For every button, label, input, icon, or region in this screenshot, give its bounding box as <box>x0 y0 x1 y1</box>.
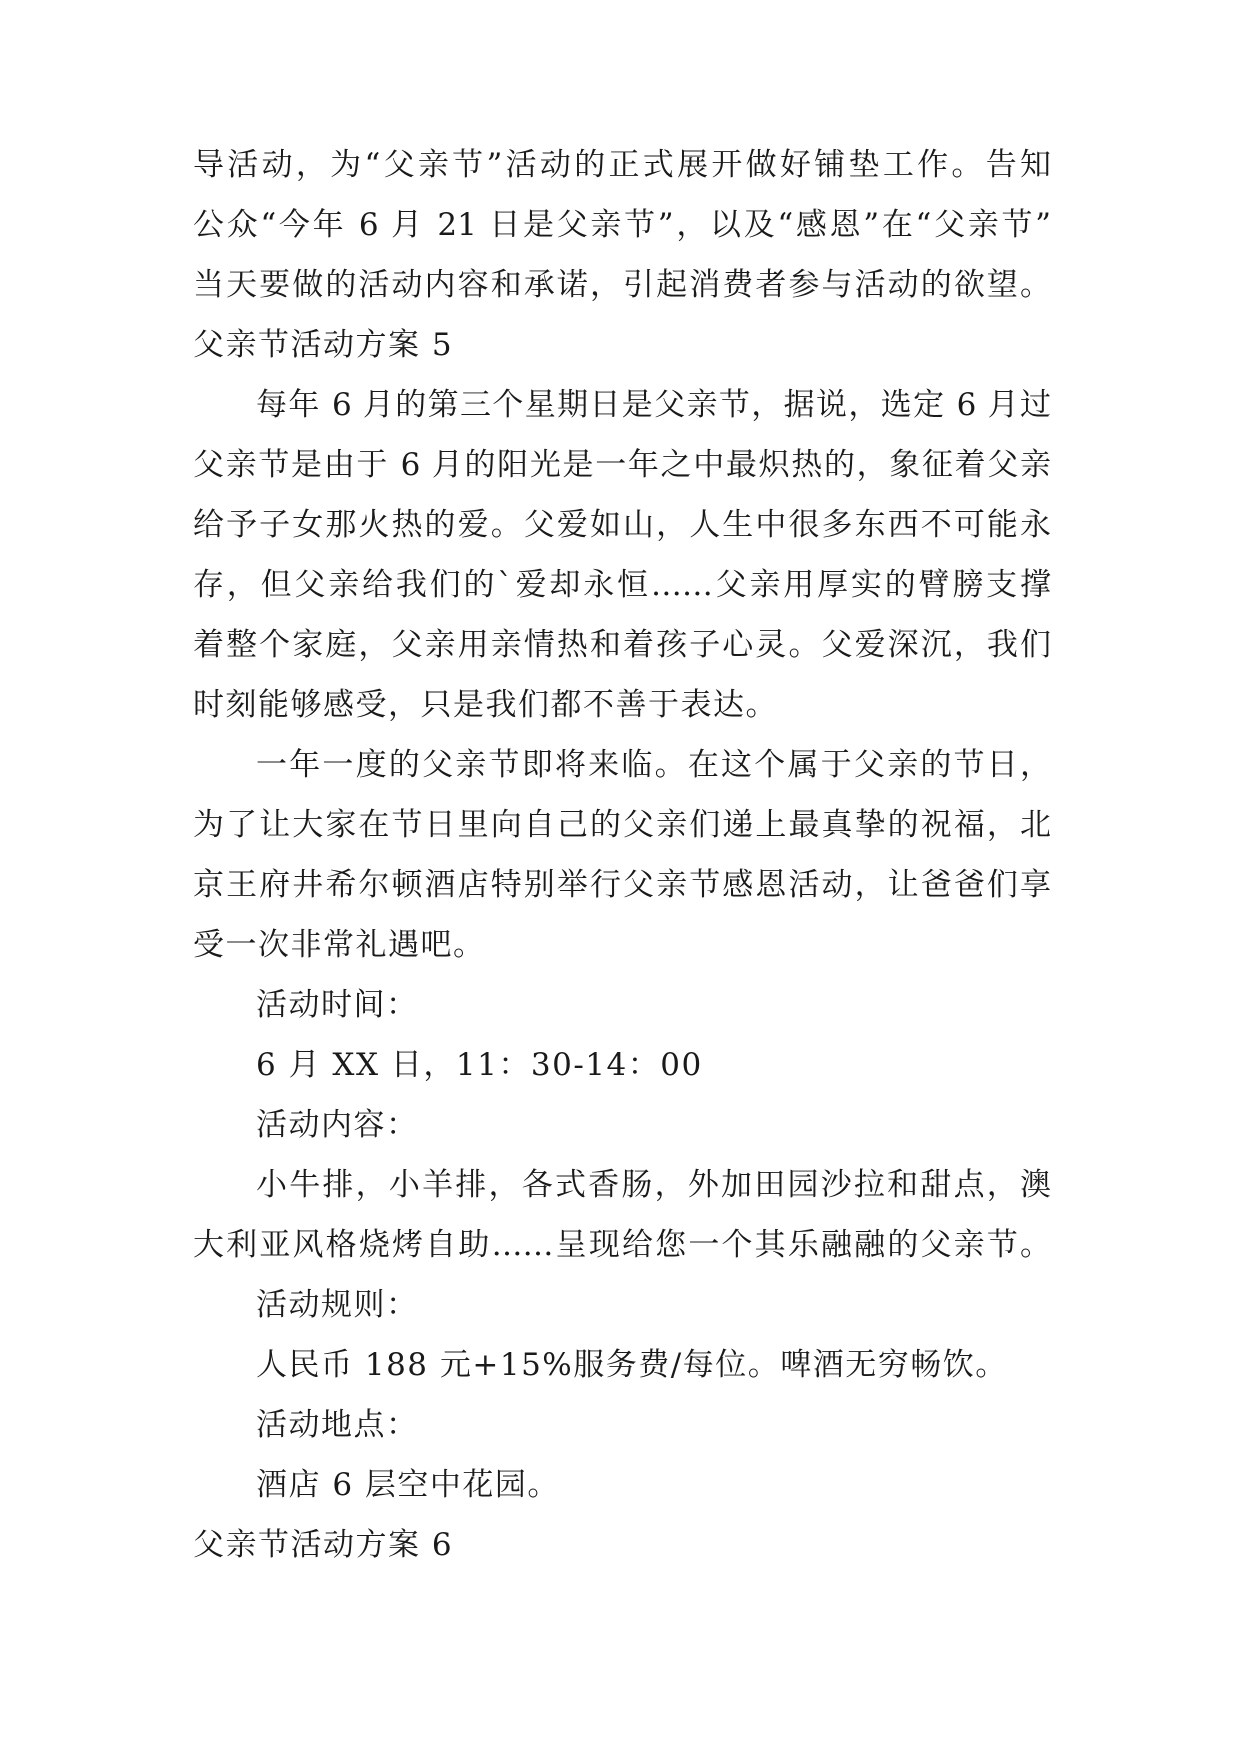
section-heading: 父亲节活动方案 6 <box>193 1527 454 1563</box>
paragraph-line: 父亲节是由于 6 月的阳光是一年之中最炽热的，象征着父亲 <box>193 447 1051 483</box>
paragraph-line: 公众“今年 6 月 21 日是父亲节”，以及“感恩”在“父亲节” <box>193 207 1051 243</box>
paragraph-line: 存，但父亲给我们的`爱却永恒……父亲用厚实的臂膀支撑 <box>193 567 1051 603</box>
paragraph-line: 大利亚风格烧烤自助……呈现给您一个其乐融融的父亲节。 <box>193 1227 1051 1263</box>
activity-content-label: 活动内容： <box>256 1107 419 1143</box>
paragraph-line: 受一次非常礼遇吧。 <box>193 927 486 963</box>
activity-location-value: 酒店 6 层空中花园。 <box>256 1467 560 1503</box>
paragraph-line: 一年一度的父亲节即将来临。在这个属于父亲的节日， <box>256 747 1051 783</box>
activity-rules-label: 活动规则： <box>256 1287 419 1323</box>
section-heading: 父亲节活动方案 5 <box>193 327 454 363</box>
paragraph-line: 给予子女那火热的爱。父爱如山，人生中很多东西不可能永 <box>193 507 1051 543</box>
activity-rules-value: 人民币 188 元+15%服务费/每位。啤酒无穷畅饮。 <box>256 1347 1008 1383</box>
paragraph-line: 着整个家庭，父亲用亲情热和着孩子心灵。父爱深沉，我们 <box>193 627 1051 663</box>
activity-time-label: 活动时间： <box>256 987 419 1023</box>
paragraph-line: 京王府井希尔顿酒店特别举行父亲节感恩活动，让爸爸们享 <box>193 867 1051 903</box>
paragraph-line: 导活动，为“父亲节”活动的正式展开做好铺垫工作。告知 <box>193 147 1051 183</box>
paragraph-line: 小牛排，小羊排，各式香肠，外加田园沙拉和甜点，澳 <box>256 1167 1051 1203</box>
activity-location-label: 活动地点： <box>256 1407 419 1443</box>
paragraph-line: 当天要做的活动内容和承诺，引起消费者参与活动的欲望。 <box>193 267 1051 303</box>
activity-time-value: 6 月 XX 日，11：30-14：00 <box>256 1047 703 1083</box>
paragraph-line: 为了让大家在节日里向自己的父亲们递上最真挚的祝福，北 <box>193 807 1051 843</box>
paragraph-line: 每年 6 月的第三个星期日是父亲节，据说，选定 6 月过 <box>256 387 1051 423</box>
paragraph-line: 时刻能够感受，只是我们都不善于表达。 <box>193 687 778 723</box>
